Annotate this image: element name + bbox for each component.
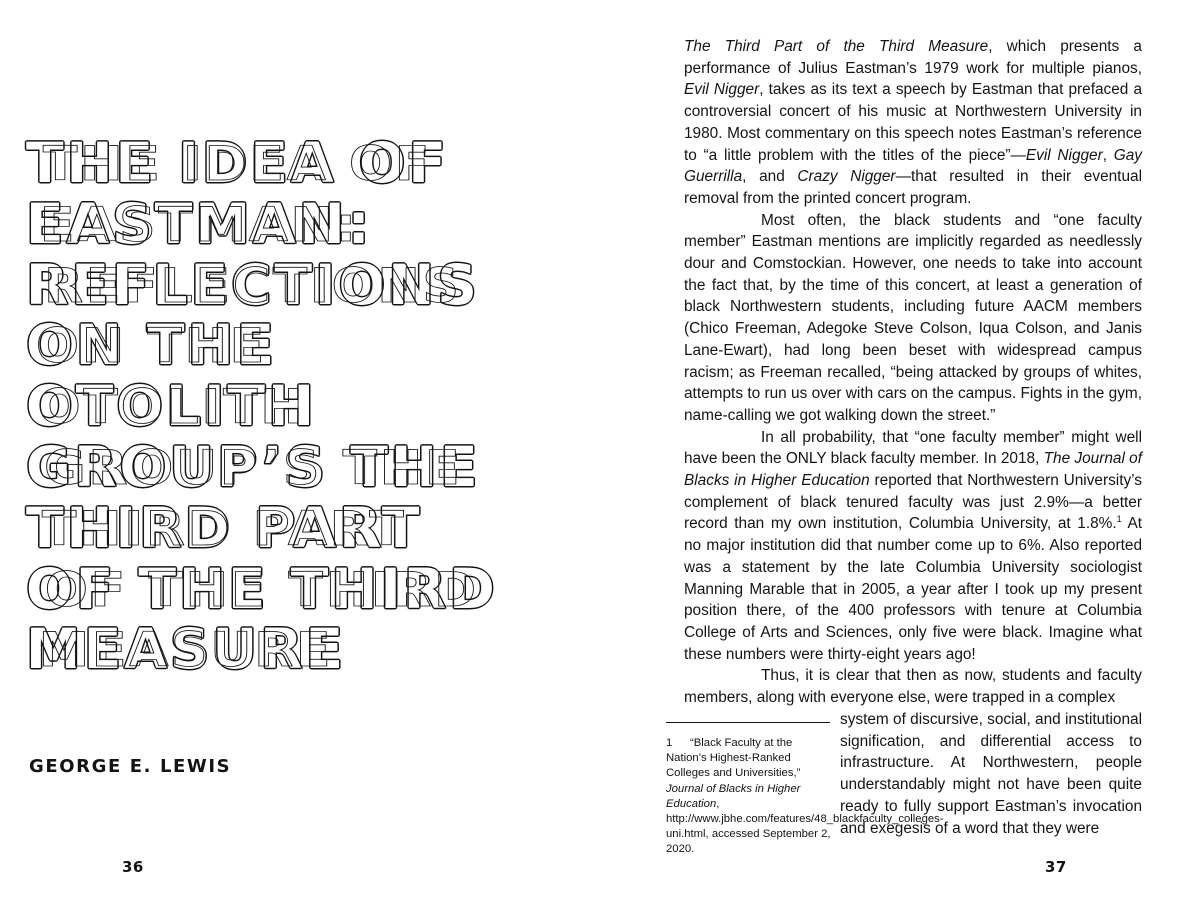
author-name: GEORGE E. LEWIS — [29, 756, 232, 777]
title-line: EASTMAN: EASTMAN: — [26, 194, 586, 255]
footnote-divider — [666, 722, 830, 723]
title-line: MEASURE MEASURE — [26, 619, 586, 680]
text-run: In all probability, that “one faculty member” might well have been the ONLY black faculty member. In 2018, — [684, 428, 1142, 468]
footnote-number: 1 — [666, 737, 673, 749]
text-run: , takes as its text a speech by Eastman that prefaced a controversial concert of his music at Northwestern University in 1980. Most commentary on this speech notes Eastman’s reference to “a little problem with the titles of the piece”— — [684, 81, 1142, 164]
title-line: OTOLITH OTOLITH — [26, 376, 586, 437]
title-line: THE IDEA OF THE IDEA OF — [26, 133, 586, 194]
journal-title-italic: The Journal of Blacks in Higher Education — [684, 450, 1143, 490]
footnote-1 — [666, 736, 944, 858]
work-title-italic: Evil Nigger — [1025, 146, 1103, 164]
work-title-italic: Evil Nigger — [684, 81, 760, 99]
work-title-italic: Crazy Nigger — [797, 168, 896, 186]
text-run: —that resulted in their eventual removal from the printed concert program. — [684, 168, 1142, 207]
footnote-citation: , http://www.jbhe.com/features/48_blackfaculty_colleges-uni.html, accessed September 2, 2020. — [666, 797, 944, 856]
paragraph-1 — [684, 36, 1142, 210]
text-run: , which presents a performance of Julius Eastman’s 1979 work for multiple pianos, — [684, 38, 1142, 77]
title-line: REFLECTIONS REFLECTIONS — [26, 255, 586, 316]
text-run: At no major institution did that number come up to 6%. Also reported was a statement by the late Columbia University sociologist Manning Marable that in 2005, a year after I took up my present position there, of the 400 professors with tenure at Columbia College of Arts and Sciences, only five were black. Imagine what these numbers were thirty-eight years ago! — [684, 515, 1143, 663]
page-number-right: 37 — [1045, 858, 1067, 876]
title-line: GROUP’S THE GROUP’S THE — [26, 437, 586, 498]
paragraph-4-start: Thus, it is clear that then as now, students and faculty members, along with everyone else, were trapped in a complex — [684, 667, 1142, 707]
right-page — [593, 0, 1186, 912]
paragraph-3 — [684, 427, 1142, 666]
title-line: THIRD PART THIRD PART — [26, 498, 586, 559]
paragraph-2: Most often, the black students and “one faculty member” Eastman mentions are implicitly regarded as needlessly dour and Comstockian. However, one needs to take into account the fact that, by the time of this concert, at least a generation of black Northwestern students, including future AACM members (Chico Freeman, Adegoke Steve Colson, Iqua Colson, and Janis Lane-Ewart), had long been beset with widespread campus racism; as Freeman recalled, “being attacked by groups of whites, attempts to run us over with cars on the campus. Fights in the gym, name-calling we got walking down the street.” — [684, 211, 1142, 424]
footnote-reference[interactable]: 1 — [1116, 514, 1122, 525]
text-run: , and — [742, 168, 798, 186]
title-line: OF THE THIRD OF THE THIRD — [26, 559, 586, 620]
work-title-italic: The Third Part of the Third Measure — [684, 38, 989, 55]
page-number-left: 36 — [122, 858, 144, 876]
text-run: “Black Faculty at the Nation’s Highest-Ranked Colleges and Universities,” — [666, 737, 801, 780]
title-line: ON THE ON THE — [26, 315, 586, 376]
text-run: reported that Northwestern University’s complement of black tenured faculty was just 2.9%—a better record than my own institution, Columbia University, at 1.8%. — [684, 472, 1142, 533]
chapter-title — [26, 133, 586, 680]
paragraph-4-continued: system of discursive, social, and institutional signification, and differential access to infrastructure. At Northwestern, people understandably might not have been quite ready to fully support Eastman’s invocation and exegesis of a word that they were — [840, 711, 1142, 837]
body-text — [684, 36, 1142, 709]
journal-title-italic: Journal of Blacks in Higher Education — [666, 782, 801, 810]
work-title-italic: Gay Guerrilla — [684, 146, 1142, 186]
text-run: , — [1102, 146, 1114, 164]
